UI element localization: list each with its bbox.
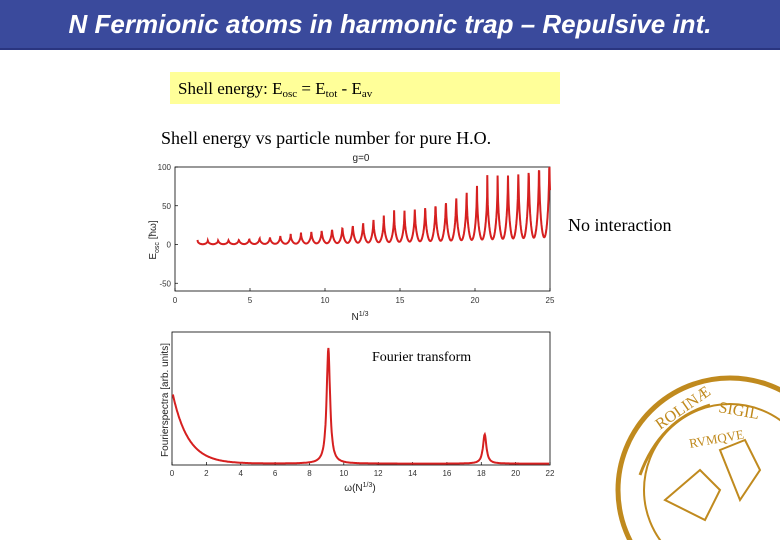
- chart2-xtick-label: 12: [373, 469, 383, 478]
- slide-title: N Fermionic atoms in harmonic trap – Repulsive int.: [68, 9, 712, 39]
- chart2-xtick-label: 4: [238, 469, 243, 478]
- chart2-xtick-label: 14: [408, 469, 417, 478]
- chart2-xtick-label: 0: [169, 469, 175, 478]
- chart2-xtick-label: 10: [339, 469, 349, 478]
- formula-sub-av: av: [361, 88, 373, 100]
- chart1-ytick-label: 100: [157, 163, 171, 172]
- chart2-xtick-label: 18: [476, 469, 486, 478]
- chart2-xtick-label: 6: [272, 469, 278, 478]
- svg-text:RVMQVE: RVMQVE: [687, 426, 745, 451]
- chart1-ytick-label: 0: [166, 240, 171, 250]
- chart1-xtick-label: 15: [395, 296, 405, 305]
- formula-prefix: Shell energy: E: [178, 79, 283, 98]
- chart1-xtick-label: 10: [320, 296, 330, 305]
- chart1-xtick-label: 0: [172, 296, 178, 305]
- formula-sub-tot: tot: [325, 88, 338, 100]
- chart2-xlabel: $\omega(N^{1/3})$: [344, 482, 376, 494]
- chart2-xtick-label: 20: [511, 469, 521, 478]
- chart1-xtick-label: 20: [470, 296, 480, 305]
- no-interaction-label: No interaction: [568, 215, 672, 235]
- chart1-xtick-label: 25: [545, 296, 555, 305]
- chart1-ytick-label: 50: [162, 201, 171, 211]
- chart2-frame: [172, 332, 550, 465]
- chart1-xlabel: $N^{1/3}$: [351, 311, 369, 323]
- formula-sub-osc: osc: [282, 88, 298, 100]
- chart1-title: g=0: [352, 153, 370, 164]
- chart2-xtick-label: 16: [442, 469, 452, 478]
- chart2-xtick-label: 2: [204, 469, 209, 478]
- chart1-ylabel: $E_{osc}$ [ħω]: [148, 220, 161, 260]
- svg-text:ROLINÆ: ROLINÆ: [652, 383, 714, 434]
- chart2-ylabel: Fourierspectra [arb. units]: [160, 343, 171, 457]
- university-seal-logo: [618, 378, 780, 540]
- chart2-xtick-label: 8: [307, 469, 312, 478]
- formula-eq-etot: = E: [297, 79, 326, 98]
- chart1-ytick-label: -50: [159, 279, 171, 289]
- formula-minus-eav: - E: [337, 79, 362, 98]
- chart2-xtick-label: 22: [545, 469, 555, 478]
- chart1-xtick-label: 5: [247, 296, 253, 305]
- fourier-transform-label: Fourier transform: [372, 350, 472, 365]
- svg-text:SIGIL: SIGIL: [717, 399, 761, 424]
- section-subtitle: Shell energy vs particle number for pure H.O.: [161, 128, 492, 148]
